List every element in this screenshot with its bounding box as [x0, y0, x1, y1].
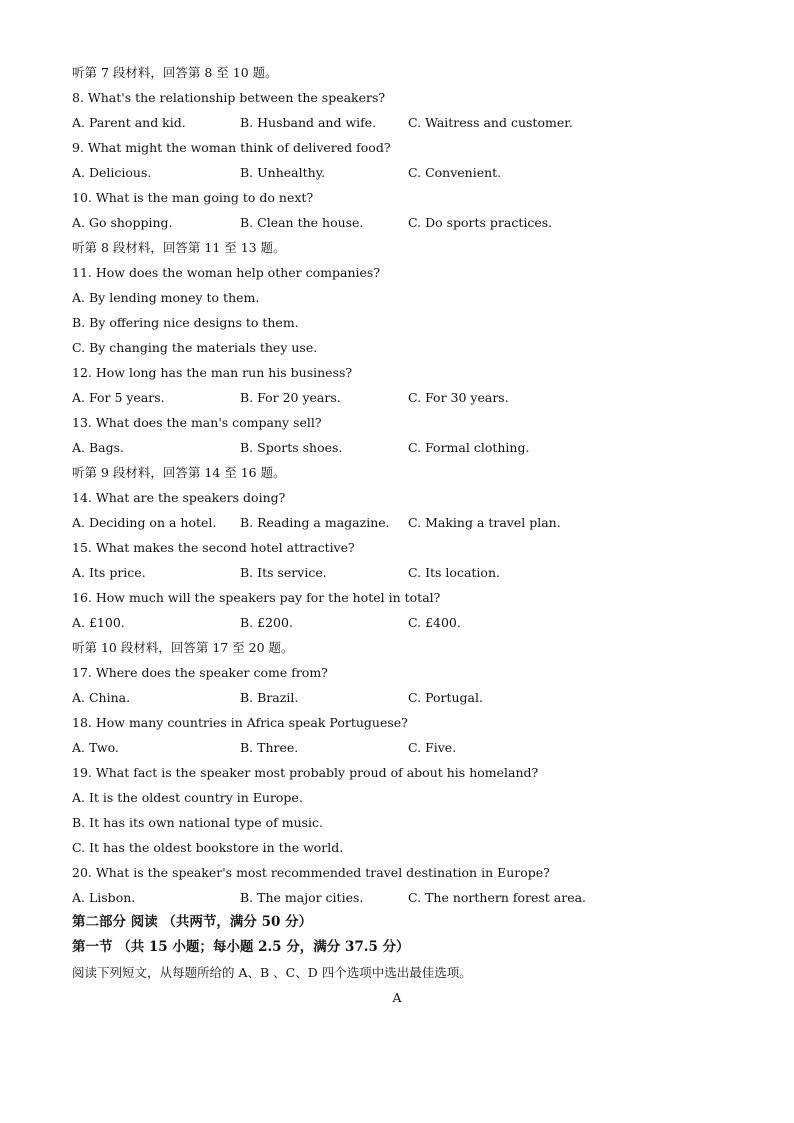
- options-row: [72, 610, 722, 635]
- reading-instruction: 阅读下列短文，从每题所给的 A、B 、C、D 四个选项中选出最佳选项。: [72, 965, 472, 980]
- option-a: A. It is the oldest country in Europe.: [72, 790, 303, 805]
- option-b: B. For 20 years.: [240, 390, 341, 405]
- question-8: 8. What's the relationship between the speakers?: [72, 90, 386, 105]
- exam-page: [72, 60, 722, 1010]
- option-a: A. Bags.: [72, 440, 125, 455]
- option-a: A. Lisbon.: [72, 890, 136, 905]
- option-c: C. Making a travel plan.: [408, 515, 561, 530]
- section-instruction: 听第 8 段材料，回答第 11 至 13 题。: [72, 240, 286, 255]
- option-a: A. Its price.: [72, 565, 146, 580]
- question-11: 11. How does the woman help other companies?: [72, 265, 381, 280]
- question-19: 19. What fact is the speaker most probably proud of about his homeland?: [72, 765, 539, 780]
- part-heading: 第二部分 阅读 （共两节，满分 50 分）: [72, 914, 313, 930]
- option-b: B. Brazil.: [240, 690, 299, 705]
- question-17: 17. Where does the speaker come from?: [72, 665, 328, 680]
- question-12: 12. How long has the man run his business?: [72, 365, 353, 380]
- option-c: C. Waitress and customer.: [408, 115, 573, 130]
- option-a: A. By lending money to them.: [72, 290, 260, 305]
- option-c: C. Its location.: [408, 565, 500, 580]
- options-row: [72, 560, 722, 585]
- option-b: B. Reading a magazine.: [240, 515, 390, 530]
- option-b: B. £200.: [240, 615, 293, 630]
- option-c: C. The northern forest area.: [408, 890, 587, 905]
- question-15: 15. What makes the second hotel attractive?: [72, 540, 355, 555]
- option-c: C. Do sports practices.: [408, 215, 553, 230]
- option-c: C. Portugal.: [408, 690, 483, 705]
- option-a: A. Go shopping.: [72, 215, 173, 230]
- option-a: A. China.: [72, 690, 131, 705]
- option-b: B. Sports shoes.: [240, 440, 343, 455]
- option-a: A. £100.: [72, 615, 125, 630]
- option-c: C. It has the oldest bookstore in the world.: [72, 840, 344, 855]
- option-a: A. Delicious.: [72, 165, 152, 180]
- options-row: [72, 210, 722, 235]
- options-row: [72, 510, 722, 535]
- options-row: [72, 685, 722, 710]
- section-instruction: 听第 7 段材料，回答第 8 至 10 题。: [72, 65, 278, 80]
- option-b: B. Its service.: [240, 565, 327, 580]
- option-b: B. Clean the house.: [240, 215, 364, 230]
- option-c: C. Five.: [408, 740, 457, 755]
- options-row: [72, 435, 722, 460]
- passage-label: A: [392, 990, 402, 1005]
- question-18: 18. How many countries in Africa speak Portuguese?: [72, 715, 408, 730]
- options-row: [72, 160, 722, 185]
- options-row: [72, 735, 722, 760]
- option-c: C. £400.: [408, 615, 461, 630]
- question-14: 14. What are the speakers doing?: [72, 490, 286, 505]
- question-9: 9. What might the woman think of delivered food?: [72, 140, 391, 155]
- option-c: C. Formal clothing.: [408, 440, 530, 455]
- option-b: B. Three.: [240, 740, 299, 755]
- option-a: A. Deciding on a hotel.: [72, 515, 217, 530]
- question-10: 10. What is the man going to do next?: [72, 190, 314, 205]
- section-instruction: 听第 10 段材料，回答第 17 至 20 题。: [72, 640, 294, 655]
- option-b: B. Husband and wife.: [240, 115, 377, 130]
- option-b: B. It has its own national type of music.: [72, 815, 324, 830]
- section-instruction: 听第 9 段材料，回答第 14 至 16 题。: [72, 465, 286, 480]
- option-b: B. By offering nice designs to them.: [72, 315, 299, 330]
- options-row: [72, 110, 722, 135]
- options-row: [72, 385, 722, 410]
- option-b: B. Unhealthy.: [240, 165, 326, 180]
- option-a: A. For 5 years.: [72, 390, 165, 405]
- option-c: C. Convenient.: [408, 165, 502, 180]
- section-heading: 第一节 （共 15 小题；每小题 2.5 分，满分 37.5 分）: [72, 939, 410, 955]
- question-20: 20. What is the speaker's most recommended travel destination in Europe?: [72, 865, 550, 880]
- option-c: C. By changing the materials they use.: [72, 340, 318, 355]
- option-a: A. Two.: [72, 740, 119, 755]
- option-c: C. For 30 years.: [408, 390, 509, 405]
- question-13: 13. What does the man's company sell?: [72, 415, 322, 430]
- option-b: B. The major cities.: [240, 890, 364, 905]
- option-a: A. Parent and kid.: [72, 115, 186, 130]
- question-16: 16. How much will the speakers pay for the hotel in total?: [72, 590, 441, 605]
- options-row: [72, 885, 722, 910]
